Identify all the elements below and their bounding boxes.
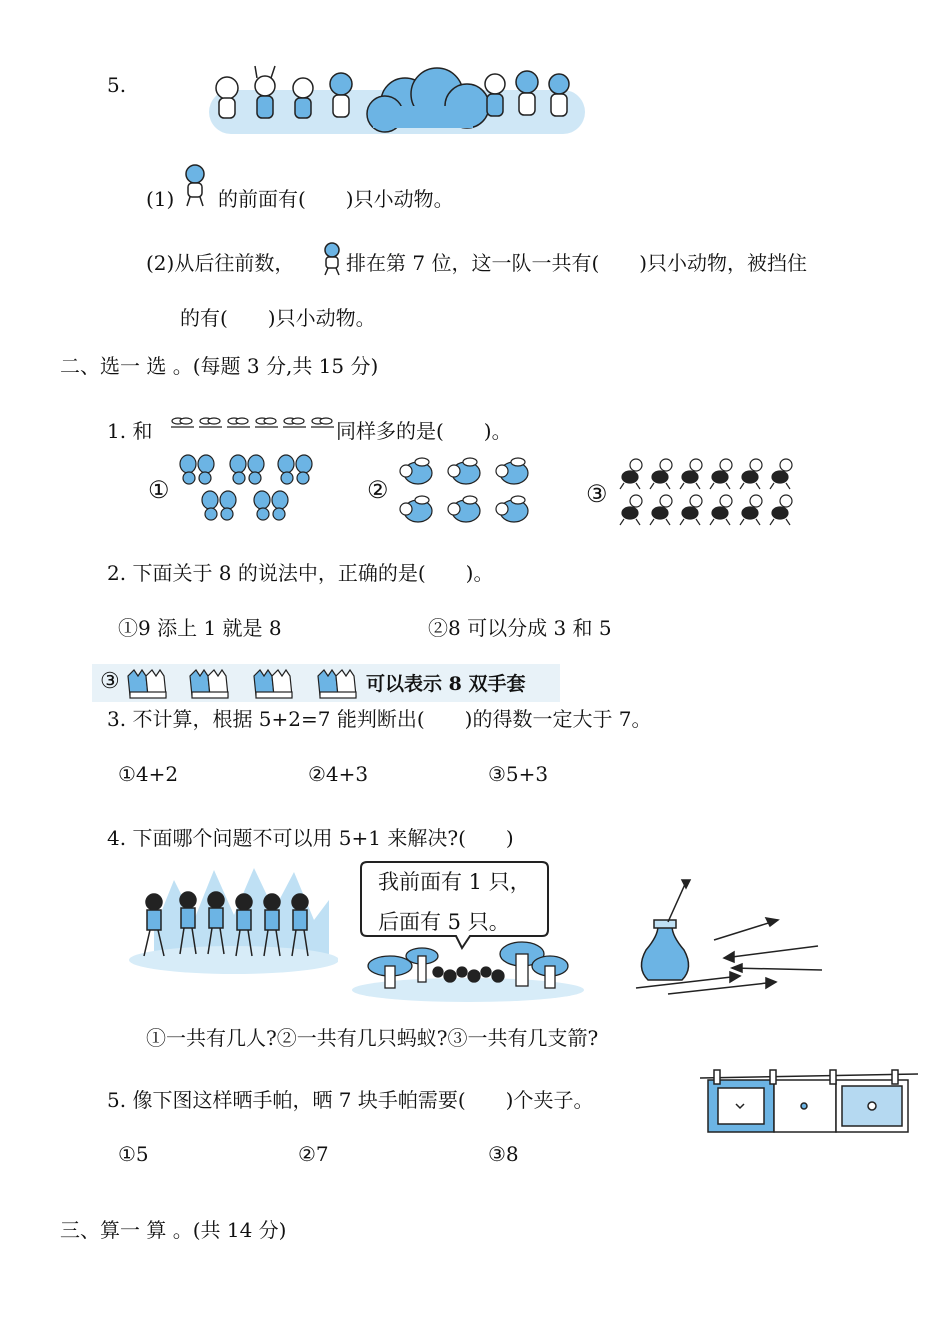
q1-prefix: 1. 和: [107, 419, 153, 443]
bush-hiding-animals: [367, 68, 489, 132]
q5-option-3[interactable]: ③8: [488, 1142, 519, 1166]
sub-question-1-number: (1): [146, 187, 175, 211]
sub-question-2-text: 排在第 7 位，这一队一共有( )只小动物，被挡住: [346, 251, 808, 275]
q4-options[interactable]: ①一共有几人?②一共有几只蚂蚁?③一共有几支箭?: [146, 1026, 599, 1050]
speech-bubble-line-1: 我前面有 1 只，: [378, 870, 531, 894]
q3-option-2[interactable]: ②4+3: [308, 762, 369, 786]
q5-option-1[interactable]: ①5: [118, 1142, 149, 1166]
q3-stem: 3. 不计算，根据 5+2=7 能判断出( )的得数一定大于 7。: [107, 707, 652, 731]
q4-stem: 4. 下面哪个问题不可以用 5+1 来解决?( ): [107, 826, 514, 850]
animal-queue-illustration: [205, 62, 590, 142]
speech-bubble-line-2: 后面有 5 只。: [378, 910, 510, 934]
q1-option-1[interactable]: ①: [148, 476, 170, 504]
children-queue-illustration: [124, 860, 338, 978]
q1-suffix: 同样多的是( )。: [336, 419, 512, 443]
q2-option-2[interactable]: ②8 可以分成 3 和 5: [428, 616, 612, 640]
sub-question-2-continuation: 的有( )只小动物。: [180, 306, 376, 330]
section-3-title: 三、算一 算 。(共 14 分): [60, 1218, 287, 1242]
sub-question-2-prefix: (2)从后往前数，: [146, 251, 295, 275]
question-number: 5.: [107, 73, 127, 97]
q3-option-1[interactable]: ①4+2: [118, 762, 179, 786]
bees-illustration: [396, 455, 536, 527]
q3-option-3[interactable]: ③5+3: [488, 762, 549, 786]
q2-option-1[interactable]: ①9 添上 1 就是 8: [118, 616, 282, 640]
q1-option-3[interactable]: ③: [586, 480, 608, 508]
section-2-title: 二、选一 选 。(每题 3 分,共 15 分): [60, 354, 379, 378]
ants-illustration: [616, 455, 806, 527]
monkey-icon: [320, 242, 344, 276]
sub-question-1-text: 的前面有( )只小动物。: [218, 187, 454, 211]
butterflies-illustration: [178, 452, 316, 524]
gloves-illustration: [122, 664, 368, 702]
vase-arrows-illustration: [628, 876, 834, 1000]
q1-option-2[interactable]: ②: [367, 476, 389, 504]
dragonflies-illustration: [168, 414, 336, 440]
q2-option-3-text: 可以表示 8 双手套: [366, 673, 526, 695]
monkey-icon: [182, 164, 208, 208]
q5-stem: 5. 像下图这样晒手帕，晒 7 块手帕需要( )个夹子。: [107, 1088, 594, 1112]
q5-option-2[interactable]: ②7: [298, 1142, 329, 1166]
q2-option-3-number: ③: [100, 669, 120, 694]
q2-stem: 2. 下面关于 8 的说法中，正确的是( )。: [107, 561, 494, 585]
handkerchiefs-illustration: [700, 1068, 920, 1140]
